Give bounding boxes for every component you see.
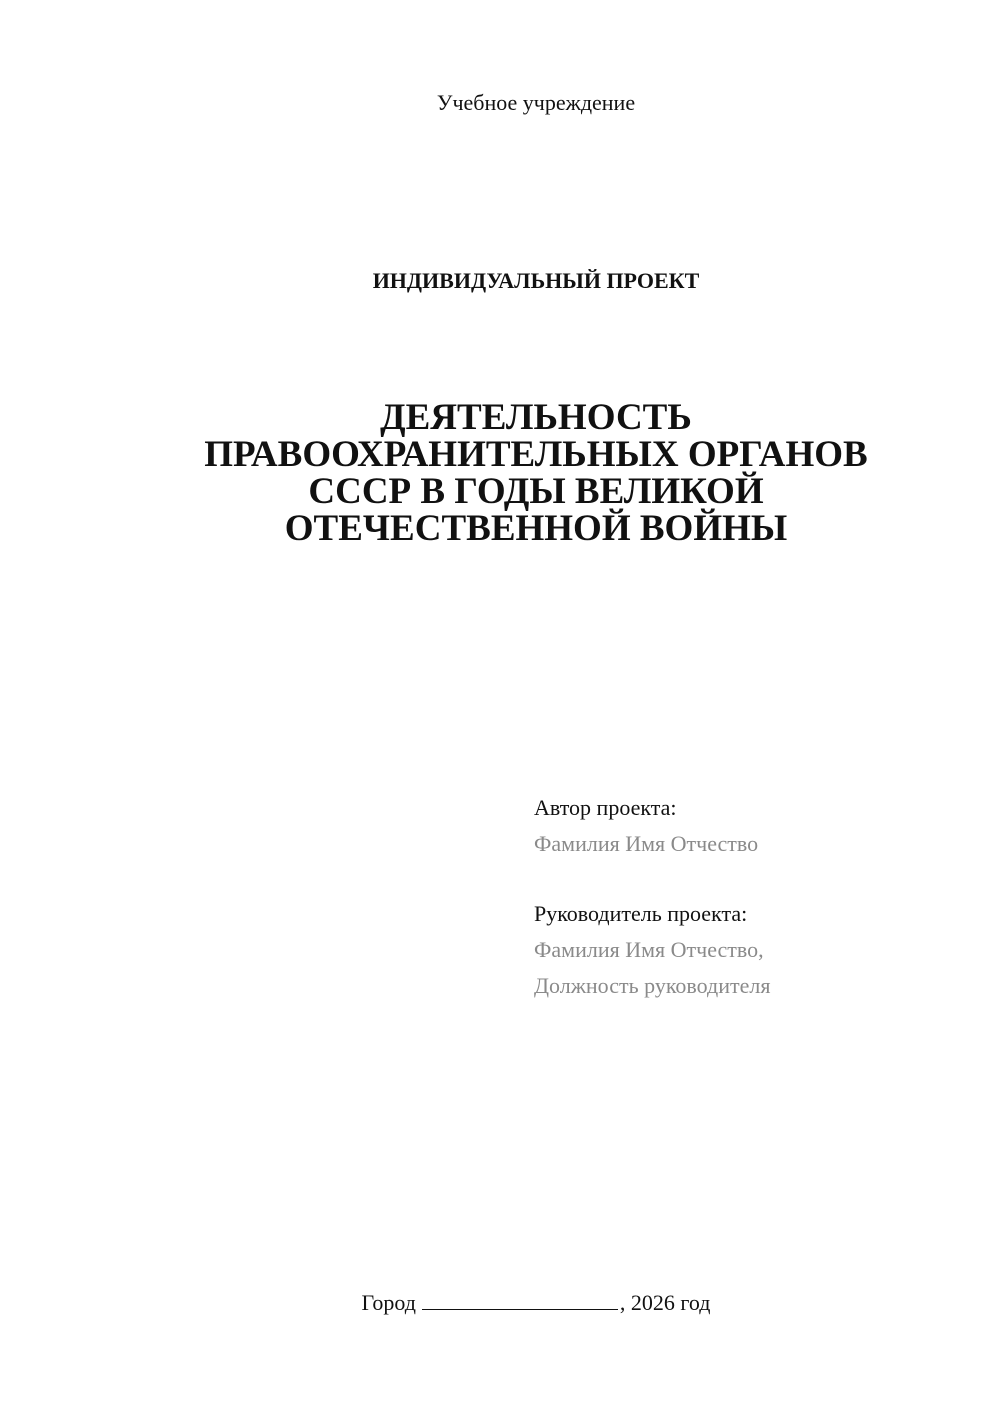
meta-spacer (534, 862, 770, 896)
institution-name: Учебное учреждение (436, 90, 636, 115)
project-title-line: СССР В ГОДЫ ВЕЛИКОЙ (308, 471, 764, 512)
supervisor-name-placeholder: Фамилия Имя Отчество, (534, 937, 764, 962)
project-title-line: ДЕЯТЕЛЬНОСТЬ (380, 397, 692, 438)
year-text: , 2026 год (619, 1290, 711, 1315)
city-blank-line (422, 1291, 618, 1310)
project-title-line: ОТЕЧЕСТВЕННОЙ ВОЙНЫ (284, 508, 788, 549)
author-label: Автор проекта: (534, 795, 677, 820)
project-type-heading: ИНДИВИДУАЛЬНЫЙ ПРОЕКТ (372, 268, 700, 293)
project-meta-block (534, 790, 770, 1004)
supervisor-label: Руководитель проекта: (534, 901, 748, 926)
author-name-placeholder: Фамилия Имя Отчество (534, 831, 759, 856)
supervisor-position-placeholder: Должность руководителя (534, 973, 771, 998)
project-title-line: ПРАВООХРАНИТЕЛЬНЫХ ОРГАНОВ (204, 434, 868, 475)
city-label: Город (361, 1290, 416, 1315)
city-year-footer (0, 1290, 1000, 1316)
project-title (0, 399, 1000, 547)
